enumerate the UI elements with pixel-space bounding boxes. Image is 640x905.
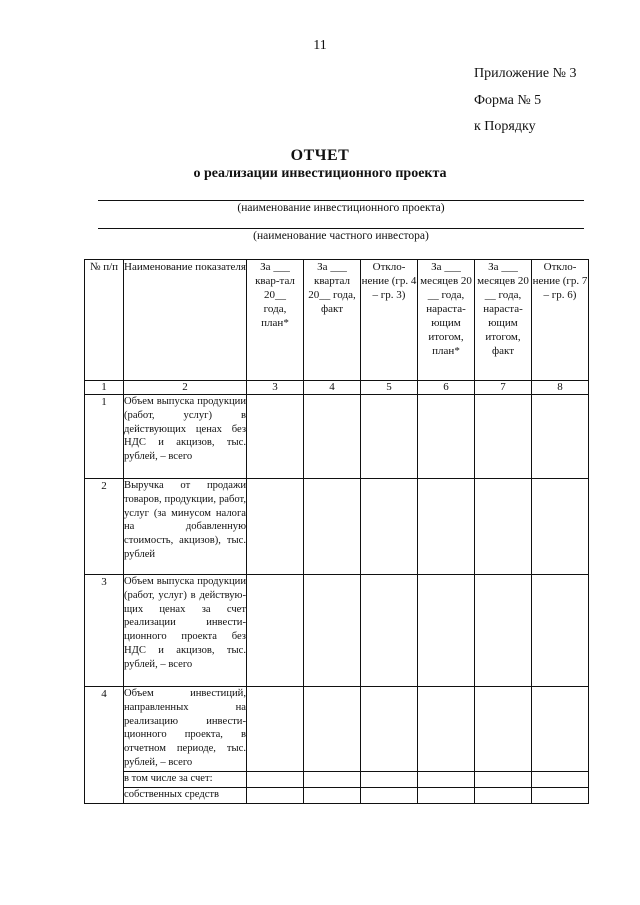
header-cell: Наименование показателя — [124, 260, 247, 381]
indicator-name: Объем выпуска продукции (работ, услуг) в действую-щих ценах за счет реализации инвести-ционного проекта без НДС и акцизов, тыс. рублей, – всего — [124, 575, 247, 687]
value-cell[interactable] — [247, 788, 304, 804]
value-cell[interactable] — [418, 788, 475, 804]
value-cell[interactable] — [475, 395, 532, 479]
column-number-row — [85, 381, 589, 395]
value-cell[interactable] — [475, 772, 532, 788]
header-cell: Откло-нение (гр. 7 – гр. 6) — [532, 260, 589, 381]
column-number: 4 — [304, 381, 361, 395]
value-cell[interactable] — [247, 575, 304, 687]
value-cell[interactable] — [532, 687, 589, 772]
attachment-line-3: к Порядку — [474, 119, 536, 134]
value-cell[interactable] — [475, 687, 532, 772]
column-number: 6 — [418, 381, 475, 395]
value-cell[interactable] — [304, 788, 361, 804]
header-cell: За ___ месяцев 20 __ года, нараста-ющим итогом, план* — [418, 260, 475, 381]
value-cell[interactable] — [247, 687, 304, 772]
column-number: 8 — [532, 381, 589, 395]
page-number: 11 — [313, 38, 327, 53]
value-cell[interactable] — [475, 788, 532, 804]
report-title: ОТЧЕТ — [290, 147, 350, 164]
value-cell[interactable] — [304, 772, 361, 788]
value-cell[interactable] — [304, 479, 361, 575]
investor-name-line[interactable] — [98, 228, 584, 229]
attachment-line-2: Форма № 5 — [474, 93, 542, 108]
column-number: 7 — [475, 381, 532, 395]
project-name-line[interactable] — [98, 200, 584, 201]
value-cell[interactable] — [532, 395, 589, 479]
project-name-caption: (наименование инвестиционного проекта) — [237, 202, 445, 214]
value-cell[interactable] — [361, 479, 418, 575]
value-cell[interactable] — [475, 575, 532, 687]
header-row — [85, 260, 589, 381]
table-row — [85, 575, 589, 687]
column-number: 1 — [85, 381, 124, 395]
value-cell[interactable] — [532, 479, 589, 575]
row-number: 3 — [85, 575, 124, 687]
row-number: 4 — [85, 687, 124, 804]
value-cell[interactable] — [418, 395, 475, 479]
value-cell[interactable] — [418, 479, 475, 575]
value-cell[interactable] — [532, 772, 589, 788]
value-cell[interactable] — [418, 772, 475, 788]
value-cell[interactable] — [304, 687, 361, 772]
value-cell[interactable] — [532, 788, 589, 804]
value-cell[interactable] — [361, 687, 418, 772]
table-row — [85, 395, 589, 479]
value-cell[interactable] — [361, 575, 418, 687]
indicator-name: Выручка от продажи товаров, продукции, работ, услуг (за минусом налога на добавленную стоимость, акцизов), тыс. рублей — [124, 479, 247, 575]
row-number: 2 — [85, 479, 124, 575]
table-sub-row — [85, 772, 589, 788]
sub-indicator-name: собственных средств — [124, 788, 247, 804]
report-subtitle: о реализации инвестиционного проекта — [193, 166, 447, 181]
value-cell[interactable] — [361, 772, 418, 788]
investor-name-caption: (наименование частного инвестора) — [253, 230, 429, 242]
header-cell: За ___ квартал 20__ года, факт — [304, 260, 361, 381]
value-cell[interactable] — [475, 479, 532, 575]
value-cell[interactable] — [304, 395, 361, 479]
value-cell[interactable] — [247, 772, 304, 788]
value-cell[interactable] — [418, 687, 475, 772]
value-cell[interactable] — [418, 575, 475, 687]
value-cell[interactable] — [361, 395, 418, 479]
value-cell[interactable] — [247, 479, 304, 575]
header-cell: За ___ квар-тал 20__ года, план* — [247, 260, 304, 381]
value-cell[interactable] — [304, 575, 361, 687]
header-cell: № п/п — [85, 260, 124, 381]
value-cell[interactable] — [247, 395, 304, 479]
table-sub-row — [85, 788, 589, 804]
column-number: 5 — [361, 381, 418, 395]
column-number: 2 — [124, 381, 247, 395]
header-cell: Откло-нение (гр. 4 – гр. 3) — [361, 260, 418, 381]
indicator-name: Объем инвестиций, направленных на реализацию инвести-ционного проекта, в отчетном периоде, тыс. рублей, – всего — [124, 687, 247, 772]
report-table — [84, 259, 589, 804]
value-cell[interactable] — [361, 788, 418, 804]
header-cell: За ___ месяцев 20 __ года, нараста-ющим итогом, факт — [475, 260, 532, 381]
table-row — [85, 479, 589, 575]
indicator-name: Объем выпуска продукции (работ, услуг) в действующих ценах без НДС и акцизов, тыс. рублей, – всего — [124, 395, 247, 479]
table-row — [85, 687, 589, 772]
attachment-line-1: Приложение № 3 — [474, 66, 577, 81]
row-number: 1 — [85, 395, 124, 479]
value-cell[interactable] — [532, 575, 589, 687]
column-number: 3 — [247, 381, 304, 395]
sub-indicator-name: в том числе за счет: — [124, 772, 247, 788]
